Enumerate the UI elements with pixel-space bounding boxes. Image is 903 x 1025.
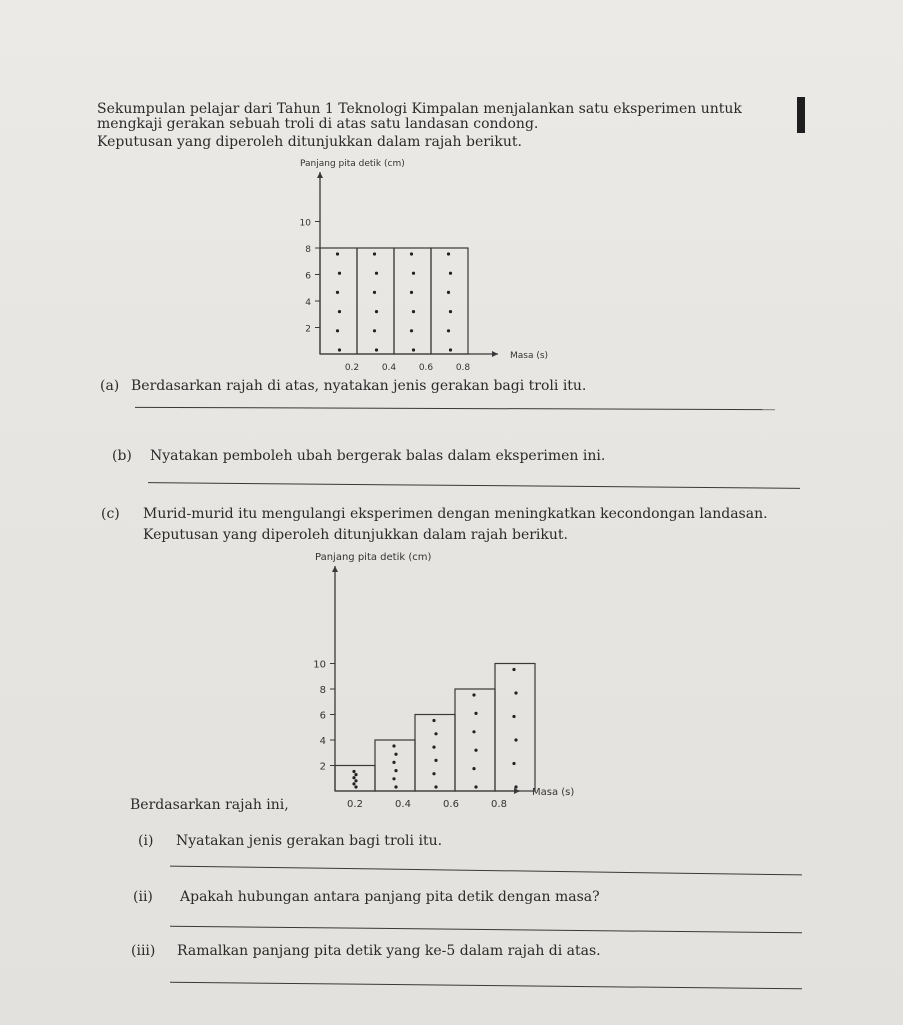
- answer-line-b[interactable]: [148, 482, 800, 489]
- question-c-line-3: Berdasarkan rajah ini,: [130, 797, 289, 813]
- chart-constant-velocity: [260, 150, 590, 375]
- ticker-dot: [352, 776, 355, 779]
- ticker-dot: [352, 782, 355, 785]
- ticker-dot: [432, 746, 435, 749]
- ticker-dot: [512, 668, 515, 671]
- intro-line-3: Keputusan yang diperoleh ditunjukkan dalam rajah berikut.: [97, 134, 522, 150]
- ticker-dot: [432, 772, 435, 775]
- ticker-strip: [394, 248, 431, 354]
- ticker-dot: [412, 348, 415, 351]
- y-axis-label: Panjang pita detik (cm): [300, 159, 405, 169]
- x-tick-label: 0.4: [381, 363, 397, 373]
- ticker-dot: [447, 329, 450, 332]
- ticker-dot: [410, 252, 413, 255]
- question-c-iii-label: (iii): [131, 943, 156, 959]
- ticker-dot: [472, 693, 475, 696]
- ticker-dot: [514, 691, 517, 694]
- ticker-dot: [375, 348, 378, 351]
- question-a-label: (a): [100, 378, 120, 394]
- ticker-dot: [336, 252, 339, 255]
- ticker-dot: [354, 779, 357, 782]
- question-b-text: Nyatakan pemboleh ubah bergerak balas dalam eksperimen ini.: [150, 448, 606, 464]
- question-c-line-2: Keputusan yang diperoleh ditunjukkan dalam rajah berikut.: [143, 527, 568, 543]
- y-tick-label: 6: [305, 271, 311, 282]
- ticker-dot: [432, 719, 435, 722]
- x-tick-label: 0.6: [418, 363, 434, 373]
- question-c-line-1: Murid-murid itu mengulangi eksperimen dengan meningkatkan kecondongan landasan.: [143, 506, 768, 522]
- x-tick-label: 0.8: [491, 799, 507, 810]
- ticker-dot: [474, 712, 477, 715]
- question-c-label: (c): [101, 506, 120, 522]
- ticker-dot: [352, 770, 355, 773]
- answer-line-c-i[interactable]: [170, 866, 802, 876]
- ticker-dot: [338, 272, 341, 275]
- y-tick-label: 8: [319, 685, 326, 696]
- ticker-dot: [354, 785, 357, 788]
- answer-line-c-iii[interactable]: [170, 982, 802, 990]
- question-c-i-label: (i): [138, 833, 154, 849]
- ticker-dot: [474, 785, 477, 788]
- ticker-dot: [373, 329, 376, 332]
- ticker-strip: [375, 740, 415, 791]
- ticker-dot: [373, 252, 376, 255]
- y-tick-label: 4: [305, 298, 311, 308]
- ticker-strip: [431, 248, 468, 354]
- ticker-dot: [338, 310, 341, 313]
- ticker-dot: [512, 715, 515, 718]
- x-axis-label: Masa (s): [510, 351, 549, 361]
- ticker-dot: [354, 773, 357, 776]
- ticker-dot: [394, 769, 397, 772]
- ticker-dot: [449, 348, 452, 351]
- ticker-dot: [472, 730, 475, 733]
- ticker-dot: [336, 291, 339, 294]
- x-tick-label: 0.2: [347, 799, 363, 810]
- ticker-dot: [373, 291, 376, 294]
- x-axis-label: Masa (s): [532, 787, 575, 798]
- x-axis-arrow: [492, 351, 498, 357]
- ticker-dot: [434, 732, 437, 735]
- ticker-dot: [392, 777, 395, 780]
- y-tick-label: 10: [313, 659, 326, 671]
- ticker-dot: [412, 272, 415, 275]
- x-tick-label: 0.8: [455, 363, 471, 373]
- ticker-dot: [394, 753, 397, 756]
- ticker-strip: [455, 689, 495, 791]
- chart-accelerating: [290, 550, 610, 815]
- ticker-dot: [392, 761, 395, 764]
- y-tick-label: 2: [319, 761, 326, 773]
- ticker-dot: [514, 738, 517, 741]
- ticker-dot: [392, 744, 395, 747]
- ticker-strip: [415, 715, 455, 792]
- y-tick-label: 6: [319, 710, 326, 722]
- ticker-dot: [434, 785, 437, 788]
- ticker-dot: [394, 785, 397, 788]
- ticker-dot: [449, 310, 452, 313]
- ticker-dot: [512, 762, 515, 765]
- question-c-ii-text: Apakah hubungan antara panjang pita detik dengan masa?: [180, 889, 600, 905]
- ticker-dot: [472, 767, 475, 770]
- ticker-dot: [449, 272, 452, 275]
- question-c-i-text: Nyatakan jenis gerakan bagi troli itu.: [176, 833, 443, 849]
- ticker-dot: [375, 272, 378, 275]
- answer-line-a[interactable]: [135, 407, 775, 410]
- y-axis-arrow: [317, 172, 323, 178]
- y-tick-label: 8: [305, 245, 311, 255]
- y-axis-label: Panjang pita detik (cm): [315, 552, 432, 563]
- question-a-text: Berdasarkan rajah di atas, nyatakan jenis gerakan bagi troli itu.: [131, 378, 587, 394]
- y-axis-arrow: [332, 566, 338, 572]
- ticker-dot: [514, 785, 517, 788]
- ticker-dot: [447, 291, 450, 294]
- margin-mark: [797, 97, 805, 133]
- ticker-dot: [410, 291, 413, 294]
- y-tick-label: 10: [299, 218, 311, 229]
- intro-line-2: mengkaji gerakan sebuah troli di atas satu landasan condong.: [97, 116, 539, 132]
- question-b-label: (b): [112, 448, 132, 464]
- ticker-strip: [495, 664, 535, 792]
- ticker-strip: [357, 248, 394, 354]
- x-tick-label: 0.6: [443, 799, 459, 810]
- ticker-dot: [474, 749, 477, 752]
- question-c-ii-label: (ii): [133, 889, 153, 905]
- intro-line-1: Sekumpulan pelajar dari Tahun 1 Teknologi Kimpalan menjalankan satu eksperimen untuk: [97, 101, 742, 117]
- ticker-dot: [447, 252, 450, 255]
- ticker-dot: [412, 310, 415, 313]
- x-tick-label: 0.2: [344, 363, 360, 373]
- ticker-strip: [320, 248, 357, 354]
- ticker-dot: [338, 348, 341, 351]
- answer-line-c-ii[interactable]: [170, 926, 802, 934]
- y-tick-label: 2: [305, 324, 311, 335]
- ticker-dot: [375, 310, 378, 313]
- x-tick-label: 0.4: [395, 799, 411, 810]
- y-tick-label: 4: [319, 736, 326, 747]
- ticker-dot: [410, 329, 413, 332]
- question-c-iii-text: Ramalkan panjang pita detik yang ke-5 dalam rajah di atas.: [177, 943, 601, 959]
- ticker-dot: [336, 329, 339, 332]
- ticker-dot: [434, 759, 437, 762]
